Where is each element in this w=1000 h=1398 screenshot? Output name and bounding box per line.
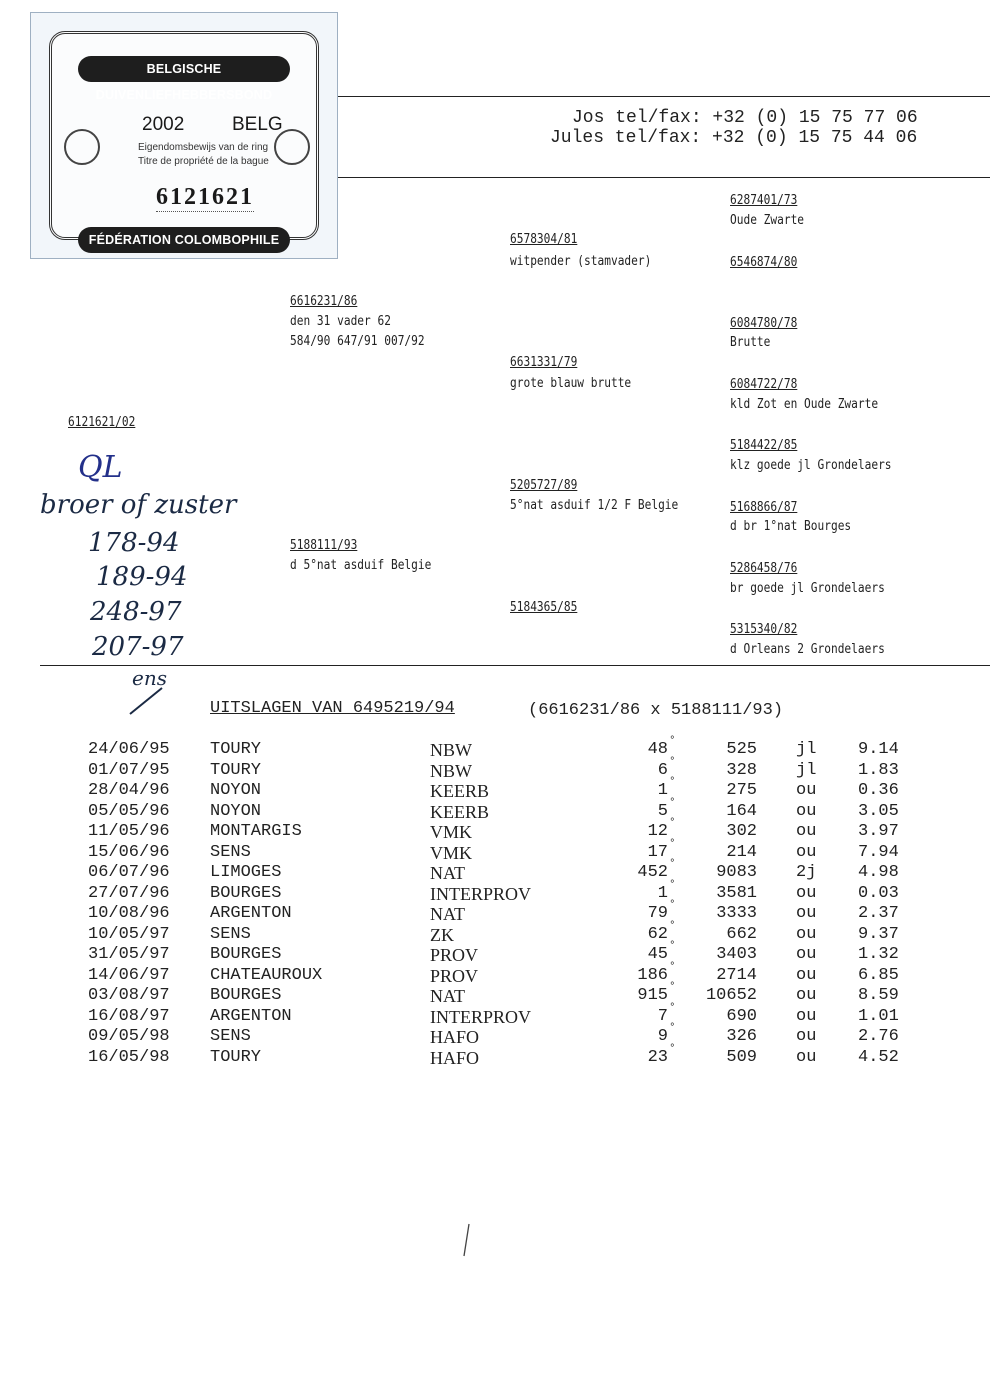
- result-date: 16/08/97: [88, 1006, 170, 1026]
- result-degree-mark: °: [669, 899, 676, 911]
- result-place: TOURY: [210, 760, 262, 780]
- result-degree-mark: °: [669, 858, 676, 870]
- ggp-6-ring: 5168866/87: [730, 500, 798, 515]
- result-place: ARGENTON: [210, 904, 292, 923]
- result-position: 6: [657, 760, 668, 780]
- result-position: 12: [647, 822, 668, 841]
- result-category: ZK: [430, 924, 454, 945]
- left-emblem-icon: [64, 129, 100, 165]
- result-position: 1: [657, 781, 668, 800]
- result-entries: 326: [726, 1027, 757, 1046]
- dam-sire-note: 5°nat asduif 1/2 F Belgie: [510, 498, 679, 513]
- handwritten-sibling-note: broer of zuster: [40, 490, 237, 520]
- result-entries: 3333: [716, 904, 757, 923]
- ggp-4-note: kld Zot en Oude Zwarte: [730, 397, 879, 412]
- result-category: PROV: [430, 965, 479, 986]
- result-coefficient: 1.83: [858, 760, 899, 780]
- handwritten-initials: QL: [78, 450, 123, 485]
- result-date: 10/08/96: [88, 904, 170, 923]
- certificate-line-nl: Eigendomsbewijs van de ring: [138, 142, 269, 153]
- result-entries: 328: [726, 760, 757, 780]
- pen-mark-icon: [460, 1222, 472, 1258]
- table-row: [0, 1042, 1000, 1069]
- sire-note-2: 584/90 647/91 007/92: [290, 334, 425, 349]
- result-category: PROV: [430, 945, 479, 965]
- result-category: KEERB: [430, 801, 490, 822]
- result-coefficient: 1.01: [858, 1006, 899, 1026]
- result-entries: 275: [726, 781, 757, 800]
- result-category: INTERPROV: [430, 883, 532, 904]
- result-degree-mark: °: [669, 776, 676, 788]
- table-row: [0, 960, 1000, 987]
- result-position: 186: [637, 965, 668, 985]
- result-position: 7: [657, 1006, 668, 1026]
- ggp-1-ring: 6287401/73: [730, 193, 798, 208]
- handwritten-ens: ens: [132, 666, 167, 690]
- sire-dam-note: grote blauw brutte: [510, 376, 632, 391]
- sire-dam-ring: 6631331/79: [510, 355, 578, 370]
- table-row: [0, 878, 1000, 905]
- result-coefficient: 3.05: [858, 801, 899, 821]
- result-category: NAT: [430, 863, 465, 883]
- table-row: [0, 1022, 1000, 1048]
- results-parents: (6616231/86 x 5188111/93): [528, 701, 784, 720]
- header-top-rule: [338, 96, 990, 97]
- result-entries: 525: [726, 740, 757, 759]
- result-category: VMK: [430, 842, 473, 863]
- result-date: 24/06/95: [88, 740, 170, 759]
- result-entries: 2714: [716, 965, 757, 985]
- result-entries: 302: [726, 822, 757, 841]
- result-type: ou: [796, 986, 817, 1005]
- dam-dam-ring: 5184365/85: [510, 600, 578, 615]
- result-type: ou: [796, 945, 817, 964]
- table-row: [0, 1001, 1000, 1028]
- result-type: jl: [796, 740, 817, 759]
- result-coefficient: 1.32: [858, 945, 899, 964]
- result-position: 915: [637, 986, 668, 1005]
- result-type: ou: [796, 904, 817, 923]
- result-position: 1: [657, 883, 668, 903]
- result-coefficient: 6.85: [858, 965, 899, 985]
- result-place: TOURY: [210, 740, 262, 759]
- ring-certificate: [30, 12, 338, 273]
- ggp-3-note: Brutte: [730, 335, 771, 350]
- result-type: ou: [796, 965, 817, 985]
- table-row: [0, 735, 1000, 761]
- result-coefficient: 0.03: [858, 883, 899, 903]
- ggp-7-ring: 5286458/76: [730, 561, 798, 576]
- result-place: TOURY: [210, 1047, 262, 1067]
- certificate-top-banner: BELGISCHE DUIVENLIEFHEBBERSBOND: [78, 56, 290, 82]
- ggp-2-ring: 6546874/80: [730, 255, 798, 270]
- contact-jules: Jules tel/fax: +32 (0) 15 75 44 06: [550, 128, 918, 148]
- result-coefficient: 9.14: [858, 740, 899, 759]
- handwritten-date-4: 207-97: [92, 632, 184, 662]
- result-date: 31/05/97: [88, 945, 170, 964]
- result-place: NOYON: [210, 781, 262, 800]
- result-entries: 509: [726, 1047, 757, 1067]
- ggp-8-ring: 5315340/82: [730, 622, 798, 637]
- dam-sire-ring: 5205727/89: [510, 478, 578, 493]
- result-type: ou: [796, 1006, 817, 1026]
- table-row: [0, 837, 1000, 864]
- result-place: LIMOGES: [210, 863, 282, 882]
- ggp-8-note: d Orleans 2 Grondelaers: [730, 642, 885, 657]
- certificate-ring-number: 6121621: [156, 184, 254, 210]
- handwritten-stroke-icon: [126, 684, 166, 716]
- ggp-1-note: Oude Zwarte: [730, 213, 805, 228]
- result-date: 03/08/97: [88, 986, 170, 1005]
- result-coefficient: 7.94: [858, 842, 899, 862]
- result-category: NAT: [430, 904, 465, 924]
- result-type: ou: [796, 1047, 817, 1067]
- result-degree-mark: °: [669, 919, 676, 932]
- table-row: [0, 817, 1000, 843]
- result-date: 27/07/96: [88, 883, 170, 903]
- result-place: MONTARGIS: [210, 822, 302, 841]
- result-position: 48: [647, 740, 668, 759]
- certificate-bottom-banner: FÉDÉRATION COLOMBOPHILE BELGE: [78, 227, 290, 253]
- result-degree-mark: °: [669, 735, 676, 747]
- ggp-5-note: klz goede jl Grondelaers: [730, 458, 892, 473]
- result-degree-mark: °: [669, 1001, 676, 1014]
- result-degree-mark: °: [669, 817, 676, 829]
- result-degree-mark: °: [669, 878, 676, 891]
- table-row: [0, 981, 1000, 1007]
- result-degree-mark: °: [669, 960, 676, 973]
- result-type: ou: [796, 822, 817, 841]
- result-type: ou: [796, 1027, 817, 1046]
- result-entries: 3581: [716, 883, 757, 903]
- ggp-6-note: d br 1°nat Bourges: [730, 519, 852, 534]
- certificate-line-fr: Titre de propriété de la bague: [138, 156, 269, 167]
- pedigree-bottom-rule: [40, 665, 990, 666]
- result-position: 45: [647, 945, 668, 964]
- result-place: SENS: [210, 924, 251, 944]
- subject-ring: 6121621/02: [68, 415, 136, 430]
- result-place: NOYON: [210, 801, 262, 821]
- result-type: ou: [796, 842, 817, 862]
- result-date: 16/05/98: [88, 1047, 170, 1067]
- result-entries: 9083: [716, 863, 757, 882]
- result-coefficient: 4.52: [858, 1047, 899, 1067]
- ggp-5-ring: 5184422/85: [730, 438, 798, 453]
- result-type: ou: [796, 883, 817, 903]
- result-type: ou: [796, 801, 817, 821]
- handwritten-date-1: 178-94: [88, 528, 180, 558]
- result-degree-mark: °: [669, 1022, 676, 1034]
- result-place: BOURGES: [210, 945, 282, 964]
- result-category: NAT: [430, 986, 465, 1006]
- result-degree-mark: °: [669, 837, 676, 850]
- result-date: 10/05/97: [88, 924, 170, 944]
- result-category: HAFO: [430, 1047, 480, 1068]
- result-coefficient: 2.76: [858, 1027, 899, 1046]
- dam-note: d 5°nat asduif Belgie: [290, 558, 432, 573]
- sire-ring: 6616231/86: [290, 294, 358, 309]
- result-degree-mark: °: [669, 981, 676, 993]
- result-date: 09/05/98: [88, 1027, 170, 1046]
- result-place: ARGENTON: [210, 1006, 292, 1026]
- result-category: HAFO: [430, 1027, 480, 1047]
- result-category: NBW: [430, 740, 472, 760]
- handwritten-date-3: 248-97: [90, 597, 182, 627]
- result-entries: 214: [726, 842, 757, 862]
- sire-sire-note: witpender (stamvader): [510, 254, 652, 269]
- dam-ring: 5188111/93: [290, 538, 358, 553]
- result-coefficient: 3.97: [858, 822, 899, 841]
- ggp-4-ring: 6084722/78: [730, 377, 798, 392]
- result-degree-mark: °: [669, 755, 676, 768]
- result-date: 06/07/96: [88, 863, 170, 882]
- result-place: CHATEAUROUX: [210, 965, 323, 985]
- result-position: 17: [647, 842, 668, 862]
- result-place: BOURGES: [210, 986, 282, 1005]
- result-category: NBW: [430, 760, 472, 781]
- result-coefficient: 4.98: [858, 863, 899, 882]
- result-category: VMK: [430, 822, 473, 842]
- result-entries: 164: [726, 801, 757, 821]
- result-place: SENS: [210, 842, 251, 862]
- sire-note-1: den 31 vader 62: [290, 314, 391, 329]
- table-row: [0, 776, 1000, 802]
- result-degree-mark: °: [669, 940, 676, 952]
- result-position: 79: [647, 904, 668, 923]
- result-date: 28/04/96: [88, 781, 170, 800]
- table-row: [0, 858, 1000, 884]
- result-position: 23: [647, 1047, 668, 1067]
- table-row: [0, 919, 1000, 946]
- result-type: 2j: [796, 863, 817, 882]
- result-place: SENS: [210, 1027, 251, 1046]
- table-row: [0, 755, 1000, 782]
- result-coefficient: 9.37: [858, 924, 899, 944]
- result-position: 452: [637, 863, 668, 882]
- result-entries: 662: [726, 924, 757, 944]
- result-type: ou: [796, 924, 817, 944]
- handwritten-date-2: 189-94: [96, 562, 188, 592]
- header-bottom-rule: [338, 177, 990, 178]
- result-degree-mark: °: [669, 1042, 676, 1055]
- result-entries: 10652: [705, 986, 757, 1005]
- result-category: KEERB: [430, 781, 490, 801]
- result-place: BOURGES: [210, 883, 282, 903]
- result-type: jl: [796, 760, 817, 780]
- result-entries: 690: [726, 1006, 757, 1026]
- table-row: [0, 899, 1000, 925]
- result-coefficient: 0.36: [858, 781, 899, 800]
- result-category: INTERPROV: [430, 1006, 532, 1027]
- result-coefficient: 2.37: [858, 904, 899, 923]
- table-row: [0, 796, 1000, 823]
- results-title: UITSLAGEN VAN 6495219/94: [210, 699, 455, 718]
- result-date: 14/06/97: [88, 965, 170, 985]
- result-position: 9: [657, 1027, 668, 1046]
- result-date: 05/05/96: [88, 801, 170, 821]
- result-position: 5: [657, 801, 668, 821]
- contact-jos: Jos tel/fax: +32 (0) 15 75 77 06: [572, 108, 918, 128]
- ggp-3-ring: 6084780/78: [730, 316, 798, 331]
- certificate-country: BELG: [232, 114, 283, 135]
- result-date: 15/06/96: [88, 842, 170, 862]
- result-date: 01/07/95: [88, 760, 170, 780]
- result-coefficient: 8.59: [858, 986, 899, 1005]
- certificate-year: 2002: [142, 114, 185, 135]
- table-row: [0, 940, 1000, 966]
- ggp-7-note: br goede jl Grondelaers: [730, 581, 885, 596]
- result-degree-mark: °: [669, 796, 676, 809]
- result-position: 62: [647, 924, 668, 944]
- result-entries: 3403: [716, 945, 757, 964]
- sire-sire-ring: 6578304/81: [510, 232, 578, 247]
- certificate-frame: [49, 31, 319, 273]
- result-type: ou: [796, 781, 817, 800]
- result-date: 11/05/96: [88, 822, 170, 841]
